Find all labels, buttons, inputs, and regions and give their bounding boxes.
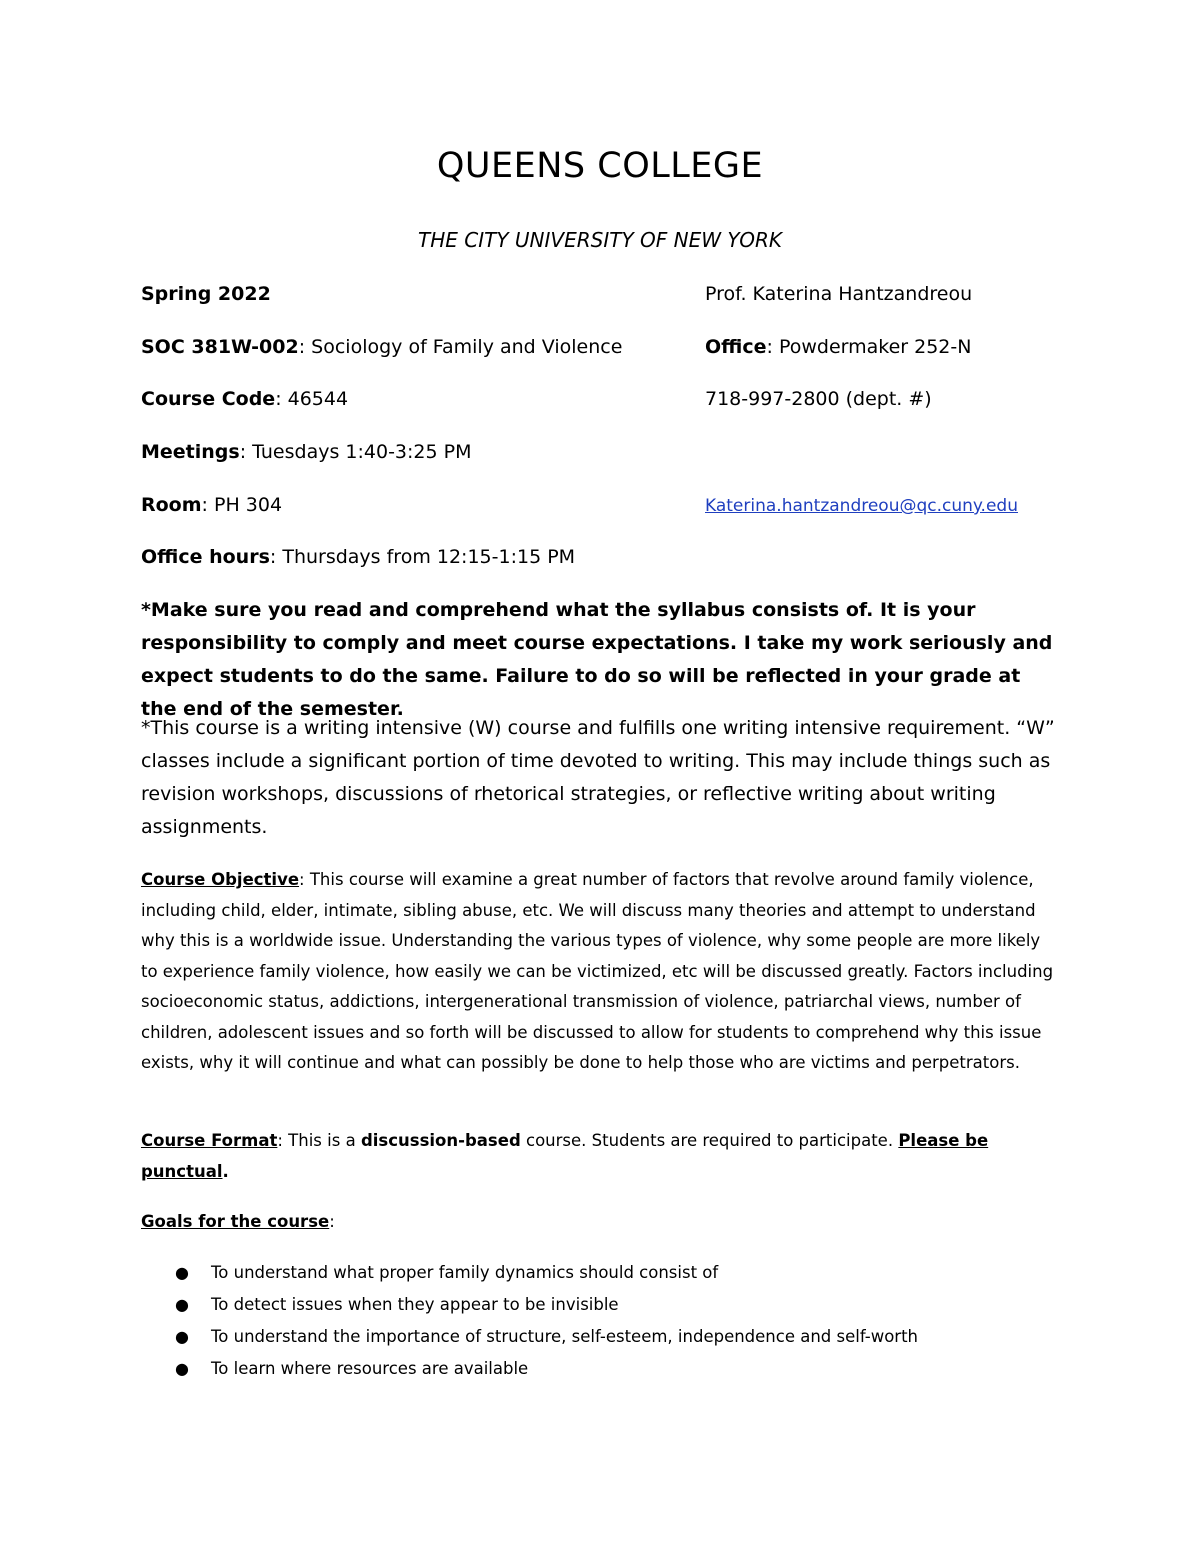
course-title-line	[141, 336, 622, 358]
goal-text: To detect issues when they appear to be invisible	[211, 1295, 619, 1314]
semester: Spring 2022	[141, 283, 271, 305]
course-format-text-2: course. Students are required to participate.	[520, 1131, 899, 1150]
goals-label: Goals for the course	[141, 1212, 330, 1231]
course-format-label: Course Format	[141, 1131, 278, 1150]
email-link[interactable]: Katerina.hantzandreou@qc.cuny.edu	[705, 496, 1018, 516]
course-code-value: : 46544	[275, 388, 349, 410]
goal-text: To understand the importance of structure, self-esteem, independence and self-worth	[211, 1327, 919, 1346]
room-value: : PH 304	[201, 494, 283, 516]
university-subtitle: THE CITY UNIVERSITY OF NEW YORK	[418, 228, 782, 252]
goals-heading	[141, 1207, 1061, 1238]
course-code-label: Course Code	[141, 388, 276, 410]
office-label: Office	[705, 336, 767, 358]
course-number: SOC 381W-002	[141, 336, 299, 358]
office-hours-value: : Thursdays from 12:15-1:15 PM	[269, 546, 576, 568]
course-objective	[141, 865, 1061, 1079]
list-item	[141, 1355, 918, 1387]
phone-number: 718-997-2800 (dept. #)	[705, 388, 932, 410]
list-item	[141, 1323, 918, 1355]
meetings-value: : Tuesdays 1:40-3:25 PM	[239, 441, 472, 463]
course-format-emphasis: discussion-based	[360, 1131, 521, 1150]
bullet-icon: ●	[175, 1359, 189, 1378]
course-format	[141, 1126, 1061, 1187]
bullet-icon: ●	[175, 1295, 189, 1314]
room-label: Room	[141, 494, 202, 516]
course-format-end: .	[222, 1161, 229, 1181]
goal-text: To understand what proper family dynamics should consist of	[211, 1263, 719, 1282]
course-objective-label: Course Objective	[141, 870, 300, 889]
course-format-text-1: : This is a	[277, 1131, 361, 1150]
course-objective-text: : This course will examine a great number of factors that revolve around family violence, including child, elder, intimate, sibling abuse, etc. We will discuss many theories and attempt to understand why this is a worldwide issue. Understanding the various types of violence, why some people are more likely to experience family violence, how easily we can be victimized, etc will be discussed greatly. Factors including socioeconomic status, addictions, intergenerational transmission of violence, patriarchal views, number of children, adolescent issues and so forth will be discussed to allow for students to comprehend why this issue exists, why it will continue and what can possibly be done to help those who are victims and perpetrators.	[141, 870, 1054, 1072]
list-item	[141, 1259, 918, 1291]
writing-intensive-notice: *This course is a writing intensive (W) course and fulfills one writing intensive requirement. “W” classes include a significant portion of time devoted to writing. This may include things such as revision workshops, discussions of rhetorical strategies, or reflective writing about writing assignments.	[141, 717, 1055, 838]
course-title: : Sociology of Family and Violence	[298, 336, 623, 358]
office-line	[705, 336, 971, 358]
room-line	[141, 494, 282, 516]
bullet-icon: ●	[175, 1327, 189, 1346]
list-item	[141, 1291, 918, 1323]
bullet-icon: ●	[175, 1263, 189, 1282]
instructor-name: Prof. Katerina Hantzandreou	[705, 283, 973, 305]
meetings-label: Meetings	[141, 441, 240, 463]
office-hours-label: Office hours	[141, 546, 270, 568]
college-title: QUEENS COLLEGE	[436, 146, 764, 186]
meetings-line	[141, 441, 471, 463]
goal-text: To learn where resources are available	[211, 1359, 529, 1378]
goals-list	[141, 1259, 918, 1387]
office-value: : Powdermaker 252-N	[766, 336, 972, 358]
punctual-note: Please be punctual	[141, 1131, 989, 1181]
responsibility-notice: *Make sure you read and comprehend what the syllabus consists of. It is your responsibility to comply and meet course expectations. I take my work seriously and expect students to do the same. Failure to do so will be reflected in your grade at the end of the semester.	[141, 599, 1053, 720]
course-code-line	[141, 388, 348, 410]
goals-colon: :	[329, 1212, 335, 1231]
office-hours-line	[141, 546, 575, 568]
